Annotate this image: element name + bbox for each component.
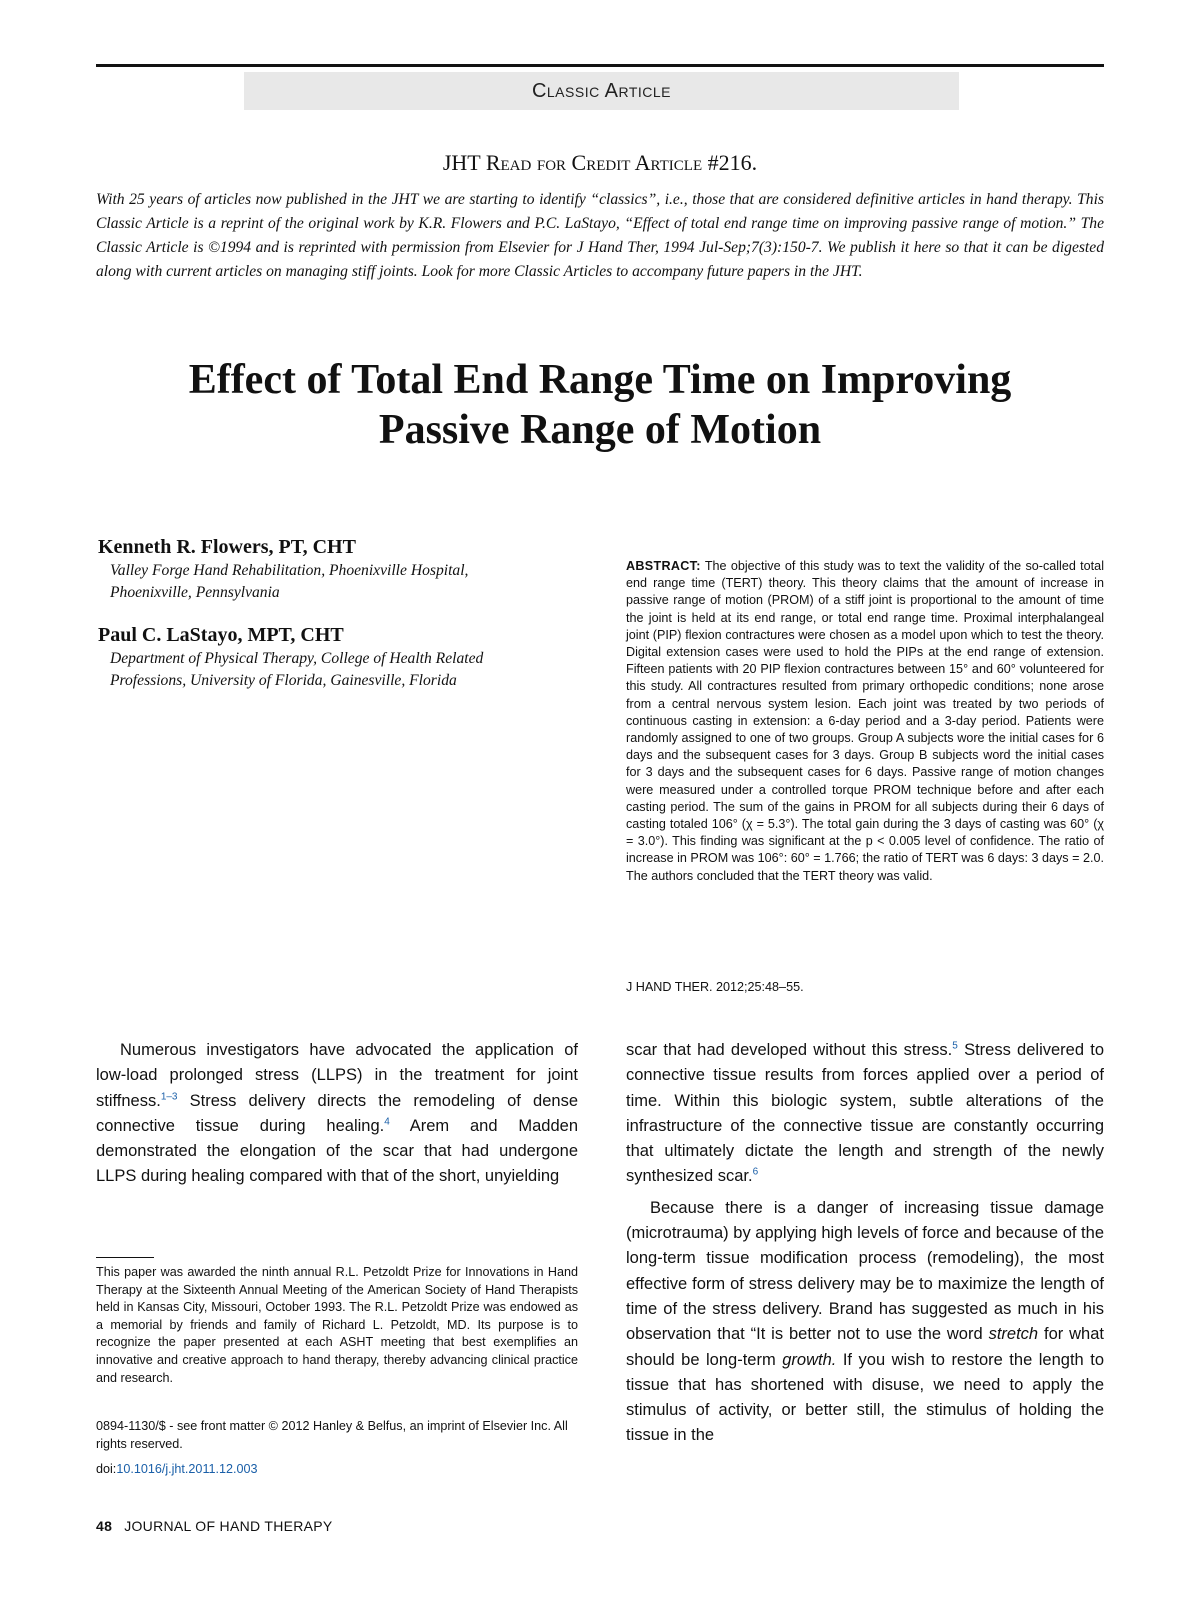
body-text: Stress delivery directs the remodeling of dense connective tissue during healing. xyxy=(96,1091,578,1135)
credit-heading: JHT Read for Credit Article #216. xyxy=(442,150,758,175)
reference-link[interactable]: 4 xyxy=(384,1116,390,1128)
article-title xyxy=(96,355,1104,455)
body-paragraph xyxy=(626,1196,1104,1449)
author-1-affiliation-line-1: Valley Forge Hand Rehabilitation, Phoenixville Hospital, xyxy=(110,562,469,579)
title-line-2: Passive Range of Motion xyxy=(378,407,822,453)
body-text: If you wish to restore the length to tissue that has shortened with disuse, we need to apply the stimulus of activity, or better still, the stimulus of holding the tissue in the xyxy=(626,1350,1104,1445)
author-2-affiliation xyxy=(110,648,580,692)
section-label: Classic Article xyxy=(244,72,959,110)
abstract xyxy=(626,558,1104,885)
body-paragraph xyxy=(96,1038,578,1190)
author-2-affiliation-line-1: Department of Physical Therapy, College of Health Related xyxy=(110,650,484,667)
body-text: Stress delivered to connective tissue results from forces applied over a period of time. Within this biologic system, subtle alterations of the infrastructure of the connective tissue are constantly occurring that ultimately dictate the length and strength of the newly synthesized scar. xyxy=(626,1041,1104,1186)
body-paragraph xyxy=(626,1038,1104,1190)
author-2-name: Paul C. LaStayo, MPT, CHT xyxy=(98,624,344,646)
title-line-1: Effect of Total End Range Time on Improving xyxy=(188,357,1012,403)
page-footer xyxy=(96,1518,333,1534)
author-2-affiliation-line-2: Professions, University of Florida, Gainesville, Florida xyxy=(110,672,457,689)
emphasis-text: stretch xyxy=(988,1325,1039,1344)
author-1-name: Kenneth R. Flowers, PT, CHT xyxy=(98,536,356,558)
body-text: for what should be long-term xyxy=(626,1325,1104,1369)
emphasis-text: growth. xyxy=(782,1350,837,1369)
abstract-label: ABSTRACT: xyxy=(626,559,701,573)
body-text: Numerous investigators have advocated the application of low-load prolonged stress (LLPS) in the treatment for joint stiffness. xyxy=(96,1041,578,1110)
body-text: Arem and Madden demonstrated the elongation of the scar that had undergone LLPS during healing compared with that of the short, unyielding xyxy=(96,1116,579,1186)
reference-link[interactable]: 1–3 xyxy=(160,1091,178,1103)
body-text: Because there is a danger of increasing tissue damage (microtrauma) by applying high levels of force and because of the long-term tissue modification process (remodeling), the most effective form of stress delivery may be to maximize the length of time of the stress delivery. Brand has suggested as much in his observation that “It is better not to use the word xyxy=(626,1198,1104,1344)
body-text: scar that had developed without this stress. xyxy=(626,1041,953,1059)
top-rule xyxy=(96,64,1104,67)
abstract-text: The objective of this study was to text the validity of the so-called total end range time (TERT) theory. This theory claims that the amount of increase in passive range of motion (PROM) of a stiff joint is proportional to the amount of time the joint is held at its end range, or total end range time. Proximal interphalangeal joint (PIP) flexion contractures were chosen as a model upon which to test the theory. Digital extension cases were used to hold the PIPs at the end range of extension. Fifteen patients with 20 PIP flexion contractures between 15° and 60° volunteered for this study. All contractures resulted from primary orthopedic conditions; none arose from a central nervous system lesion. Each joint was treated by two periods of continuous casting in extension: a 6-day period and a 3-day period. Patients were randomly assigned to one of two groups. Group A subjects wore the initial cases for 6 days and the subsequent cases for 3 days. Group B subjects word the initial cases for 3 days and the subsequent cases for 6 days. Passive range of motion changes were measured under a controlled torque PROM technique before and after each casting period. The sum of the gains in PROM for all subjects during their 6 days of casting totaled 106° (χ = 5.3°). The total gain during the 3 days of casting was 60° (χ = 3.0°). This finding was significant at the p < 0.005 level of confidence. The ratio of increase in PROM was 106°: 60° = 1.766; the ratio of TERT was 6 days: 3 days = 2.0. The authors concluded that the TERT theory was valid. xyxy=(626,559,1104,883)
copyright-notice: 0894-1130/$ - see front matter © 2012 Hanley & Belfus, an imprint of Elsevier Inc. All rights reserved. xyxy=(96,1419,568,1451)
reference-link[interactable]: 6 xyxy=(752,1166,759,1178)
body-column-left xyxy=(96,1038,578,1190)
doi-prefix: doi: xyxy=(96,1462,117,1476)
body-column-right xyxy=(626,1038,1104,1449)
intro-paragraph: With 25 years of articles now published in the JHT we are starting to identify “classics”, i.e., those that are considered definitive articles in hand therapy. This Classic Article is a reprint of the original work by K.R. Flowers and P.C. LaStayo, “Effect of total end range time on improving passive range of motion.” The Classic Article is ©1994 and is reprinted with permission from Elsevier for J Hand Ther, 1994 Jul-Sep;7(3):150-7. We publish it here so that it can be digested along with current articles on managing stiff joints. Look for more Classic Articles to accompany future papers in the JHT. xyxy=(96,191,1104,280)
footnote: This paper was awarded the ninth annual R.L. Petzoldt Prize for Innovations in Hand Therapy at the Sixteenth Annual Meeting of the American Society of Hand Therapists held in Kansas City, Missouri, October 1993. The R.L. Petzoldt Prize was endowed as a memorial by friends and family of Richard L. Petzoldt, MD. Its purpose is to recognize the paper presented at each ASHT meeting that best exemplifies an innovative and creative approach to hand therapy, thereby advancing clinical practice and research. xyxy=(96,1265,578,1385)
author-1-affiliation xyxy=(110,560,580,604)
journal-name: JOURNAL OF HAND THERAPY xyxy=(124,1518,333,1534)
doi-link[interactable]: 10.1016/j.jht.2011.12.003 xyxy=(116,1462,258,1476)
author-1-affiliation-line-2: Phoenixville, Pennsylvania xyxy=(110,584,280,601)
page-number: 48 xyxy=(96,1518,113,1534)
footnote-rule xyxy=(96,1257,154,1258)
reference-link[interactable]: 5 xyxy=(952,1040,958,1052)
journal-citation: J HAND THER. 2012;25:48–55. xyxy=(626,980,804,994)
doi xyxy=(96,1462,258,1476)
